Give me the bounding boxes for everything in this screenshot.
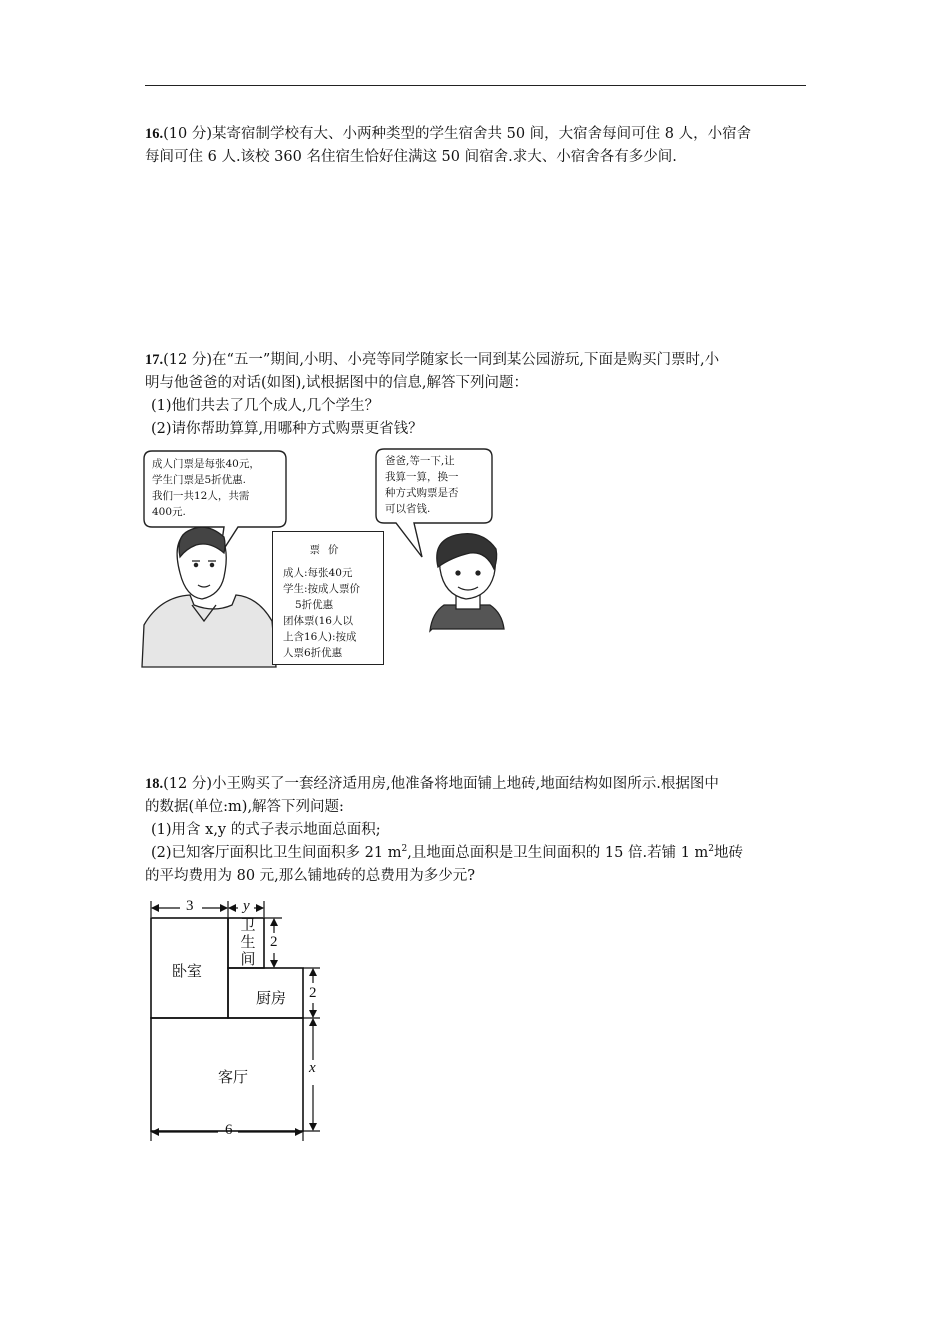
kitchen-label: 厨房 [256, 989, 287, 1007]
question-18 [145, 773, 807, 888]
question-part-1: (1)他们共去了几个成人,几个学生？ [151, 398, 380, 414]
question-text: 的平均费用为 80 元,那么铺地砖的总费用为多少元? [145, 868, 476, 884]
bedroom-label: 卧室 [172, 962, 203, 980]
living-room-label: 客厅 [218, 1068, 249, 1086]
question-16 [145, 123, 807, 169]
question-text: (10 分)某寄宿制学校有大、小两种类型的学生宿舍共 50 间，大宿舍每间可住 8 人，小宿舍 [163, 126, 752, 142]
bubble-line: 400元. [152, 506, 186, 518]
question-text: 的数据(单位:m),解答下列问题: [145, 799, 344, 815]
father-bubble-text [152, 456, 260, 520]
question-number: 17. [145, 352, 164, 368]
bubble-line: 爸爸,等一下,让 [385, 455, 455, 467]
dim-label-3: 3 [186, 898, 194, 914]
question-text: (12 分)在“五一”期间,小明、小亮等同学随家长一同到某公园游玩,下面是购买门票时,小 [163, 352, 720, 368]
bubble-line: 成人门票是每张40元， [152, 458, 260, 470]
question-text: 明与他爸爸的对话(如图),试根据图中的信息,解答下列问题： [145, 375, 529, 391]
question-text: (12 分)小王购买了一套经济适用房,他准备将地面铺上地砖,地面结构如图所示.根据图中 [163, 776, 719, 792]
question-part-2: (2)请你帮助算算,用哪种方式购票更省钱？ [151, 421, 423, 437]
price-line: 成人:每张40元 [283, 567, 353, 579]
question-part-2: (2)已知客厅面积比卫生间面积多 21 $m^2$,且地面总面积是卫生间面积的 15 倍.若铺 1 $m^2$地砖 [151, 844, 744, 861]
price-line: 人票6折优惠 [283, 647, 343, 659]
question-text: 每间可住 6 人.该校 360 名住宿生恰好住满这 50 间宿舍.求大、小宿舍各有多少间. [145, 149, 677, 165]
ticket-price-board [272, 531, 384, 665]
bubble-line: 学生门票是5折优惠. [152, 474, 247, 486]
bathroom-label: 卫 生 间 [240, 916, 256, 968]
question-part-1: (1)用含 x,y 的式子表示地面总面积; [151, 822, 381, 838]
bubble-line: 可以省钱. [385, 503, 431, 515]
header-rule [145, 85, 806, 86]
bubble-line: 种方式购票是否 [385, 487, 459, 499]
question-17 [145, 349, 807, 441]
price-list [283, 565, 360, 661]
dim-label-6: 6 [225, 1122, 233, 1138]
price-line: 上含16人):按成 [283, 631, 357, 643]
son-bubble-text [385, 453, 459, 517]
father-illustration [142, 527, 276, 667]
dim-label-2-kitchen: 2 [309, 985, 317, 1001]
dim-label-2-bathroom: 2 [270, 934, 278, 950]
bubble-line: 我算一算，换一 [385, 471, 459, 483]
question-number: 16. [145, 126, 164, 142]
price-title: 票价 [309, 544, 347, 556]
price-line: 5折优惠 [295, 599, 334, 611]
bubble-line: 我们一共12人，共需 [152, 490, 250, 502]
price-line: 学生:按成人票价 [283, 583, 361, 595]
dim-label-y: y [243, 898, 250, 914]
son-illustration [430, 534, 504, 631]
question-number: 18. [145, 776, 164, 792]
price-line: 团体票(16人以 [283, 615, 353, 627]
dim-label-x: x [309, 1060, 316, 1076]
